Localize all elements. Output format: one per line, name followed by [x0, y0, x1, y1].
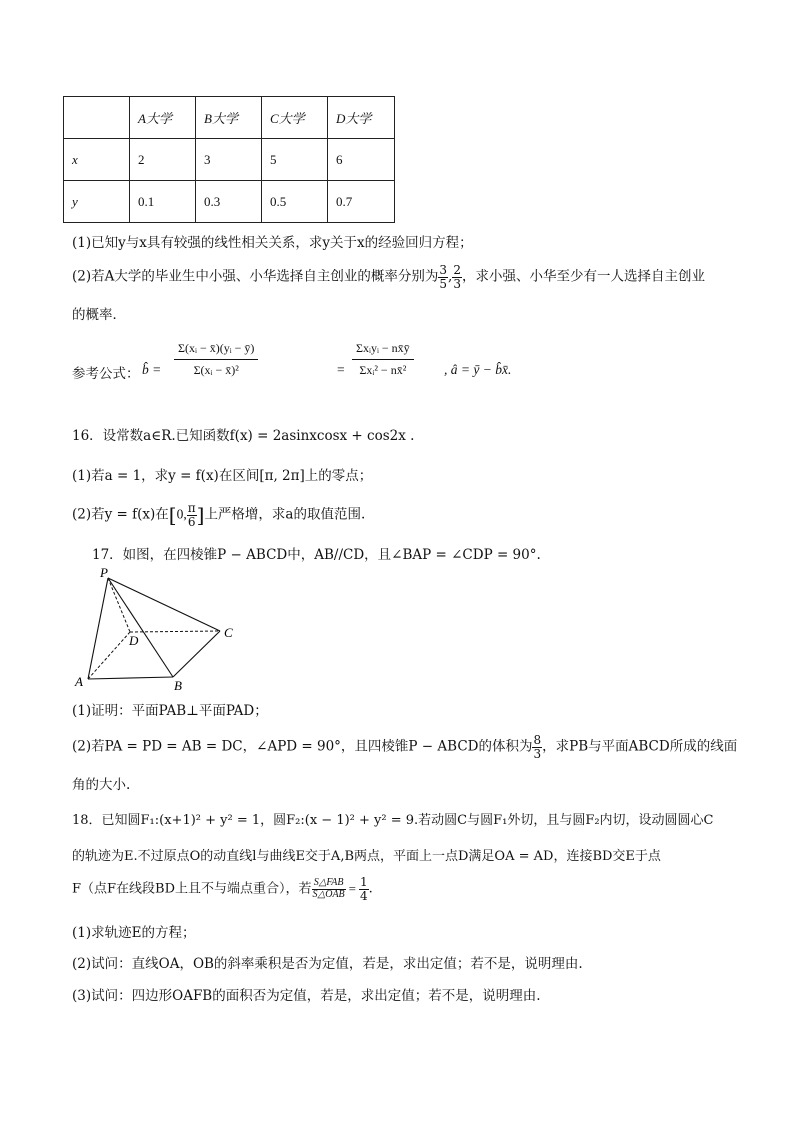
formula-label: 参考公式： [72, 366, 140, 382]
fraction [532, 734, 542, 760]
label-P: P [100, 566, 108, 580]
pyramid-figure [70, 566, 250, 694]
table-cell: 0.3 [196, 181, 262, 223]
table-cell: 0.5 [262, 181, 328, 223]
equals-sign: = [337, 362, 345, 377]
q18-part3: (3)试问：四边形OAFB的面积否为定值，若是，求出定值；若不是，说明理由. [72, 988, 541, 1004]
q16-part1: (1)若a = 1，求y = f(x)在区间[π, 2π]上的零点； [72, 468, 373, 484]
area-ratio-fraction [312, 878, 346, 900]
table-cell: 0.7 [328, 181, 395, 223]
edge-PA [88, 578, 108, 679]
q15-part2-text-b: ，求小强、小华至少有一人选择自主创业 [461, 268, 705, 285]
table-row-label: y [64, 181, 130, 223]
denominator: S△OAB [312, 888, 345, 900]
denominator: 3 [533, 746, 542, 761]
q17-part1: (1)证明：平面PAB⊥平面PAD； [72, 703, 268, 719]
period: . [368, 881, 373, 897]
q16-part2-text-b: 上严格增，求a的取值范围. [204, 506, 366, 523]
table-row [64, 139, 395, 181]
q17-part2-text-a: (2)若PA = PD = AB = DC，∠APD = 90°，且四棱锥P − ABCD的体积为 [72, 738, 533, 755]
q18-part1: (1)求轨迹E的方程； [72, 925, 196, 941]
edge-AD [88, 632, 130, 679]
denominator: 5 [439, 276, 448, 291]
numerator: 8 [533, 733, 542, 747]
q15-part2-text-a: (2)若A大学的毕业生中小强、小华选择自主创业的概率分别为 [72, 268, 439, 285]
label-B: B [174, 678, 182, 693]
right-bracket: ] [196, 503, 205, 528]
formula-b-hat: b̂ = [142, 362, 162, 377]
data-table [63, 96, 395, 223]
edge-PD [108, 578, 130, 632]
table-cell: 5 [262, 139, 328, 181]
q16-part2-text-a: (2)若y = f(x)在 [72, 506, 169, 523]
table-row [64, 181, 395, 223]
q15-part2: (2)若A大学的毕业生中小强、小华选择自主创业的概率分别为 $\frac{3}{5}$ , $\frac{2}{3}$ ，求小强、小华至少有一人选择自主创业 [72, 263, 705, 291]
table-cell: 3 [196, 139, 262, 181]
interval-left: 0, [176, 506, 187, 522]
denominator: 6 [187, 514, 196, 529]
formula-fraction-1 [174, 338, 258, 380]
edge-BC [173, 631, 220, 677]
q17-part2 [72, 734, 737, 760]
equals-sign: = [348, 880, 357, 896]
q16-stem: 16．设常数a∈R.已知函数f(x) = 2asinxcosx + cos2x . [72, 428, 415, 444]
numerator: 1 [360, 875, 368, 889]
left-bracket: [ [168, 503, 177, 528]
numerator: π [187, 501, 196, 515]
table-cell: 2 [130, 139, 196, 181]
fraction [452, 264, 462, 290]
q18-line2: 的轨迹为E.不过原点O的动直线l与曲线E交于A,B两点，平面上一点D满足OA = AD，连接BD交E于点 [72, 849, 661, 864]
numerator: 2 [453, 263, 461, 277]
numerator: Σxᵢyᵢ − nx̄ȳ [352, 338, 414, 360]
denominator: 4 [360, 888, 368, 903]
q18-line3 [72, 876, 373, 902]
formula-fraction-2 [352, 338, 414, 380]
denominator: 3 [453, 276, 461, 291]
table-header-cell: D大学 [328, 97, 395, 139]
label-A: A [75, 674, 83, 689]
formula-a-hat: , â = ȳ − b̂x̄. [444, 362, 512, 377]
q18-line3-text: F（点F在线段BD上且不与端点重合），若 [72, 881, 312, 897]
numerator: S△FAB [312, 878, 346, 890]
table-header-cell: A大学 [130, 97, 196, 139]
fraction [187, 502, 197, 528]
numerator: 3 [439, 263, 448, 277]
q15-part1: (1)已知y与x具有较强的线性相关关系，求y关于x的经验回归方程； [72, 235, 473, 251]
table-header-row [64, 97, 395, 139]
fraction [438, 264, 448, 290]
label-D: D [129, 633, 139, 648]
table-row-label: x [64, 139, 130, 181]
denominator: Σxᵢ² − nx̄² [359, 362, 407, 377]
table-header-cell: C大学 [262, 97, 328, 139]
q16-part2 [72, 502, 365, 528]
label-C: C [224, 625, 233, 640]
q18-line1: 18．已知圆F₁:(x+1)² + y² = 1，圆F₂:(x − 1)² + y² = 9.若动圆C与圆F₁外切，且与圆F₂内切，设动圆圆心C [72, 813, 714, 828]
edge-AB [88, 677, 173, 679]
q17-part2-end: 角的大小. [72, 777, 131, 793]
q18-part2: (2)试问：直线OA，OB的斜率乘积是否为定值，若是，求出定值；若不是，说明理由. [72, 956, 583, 972]
q17-stem: 17．如图，在四棱锥P − ABCD中，AB//CD，且∠BAP = ∠CDP = 90°. [92, 547, 541, 563]
q17-part2-text-b: ，求PB与平面ABCD所成的线面 [542, 738, 738, 755]
table-header-cell: B大学 [196, 97, 262, 139]
q15-part2-end: 的概率． [72, 307, 126, 323]
table-header-cell [64, 97, 130, 139]
table-cell: 6 [328, 139, 395, 181]
table-cell: 0.1 [130, 181, 196, 223]
fraction [359, 876, 369, 902]
numerator: Σ(xᵢ − x̄)(yᵢ − ȳ) [174, 338, 258, 360]
denominator: Σ(xᵢ − x̄)² [193, 362, 239, 377]
